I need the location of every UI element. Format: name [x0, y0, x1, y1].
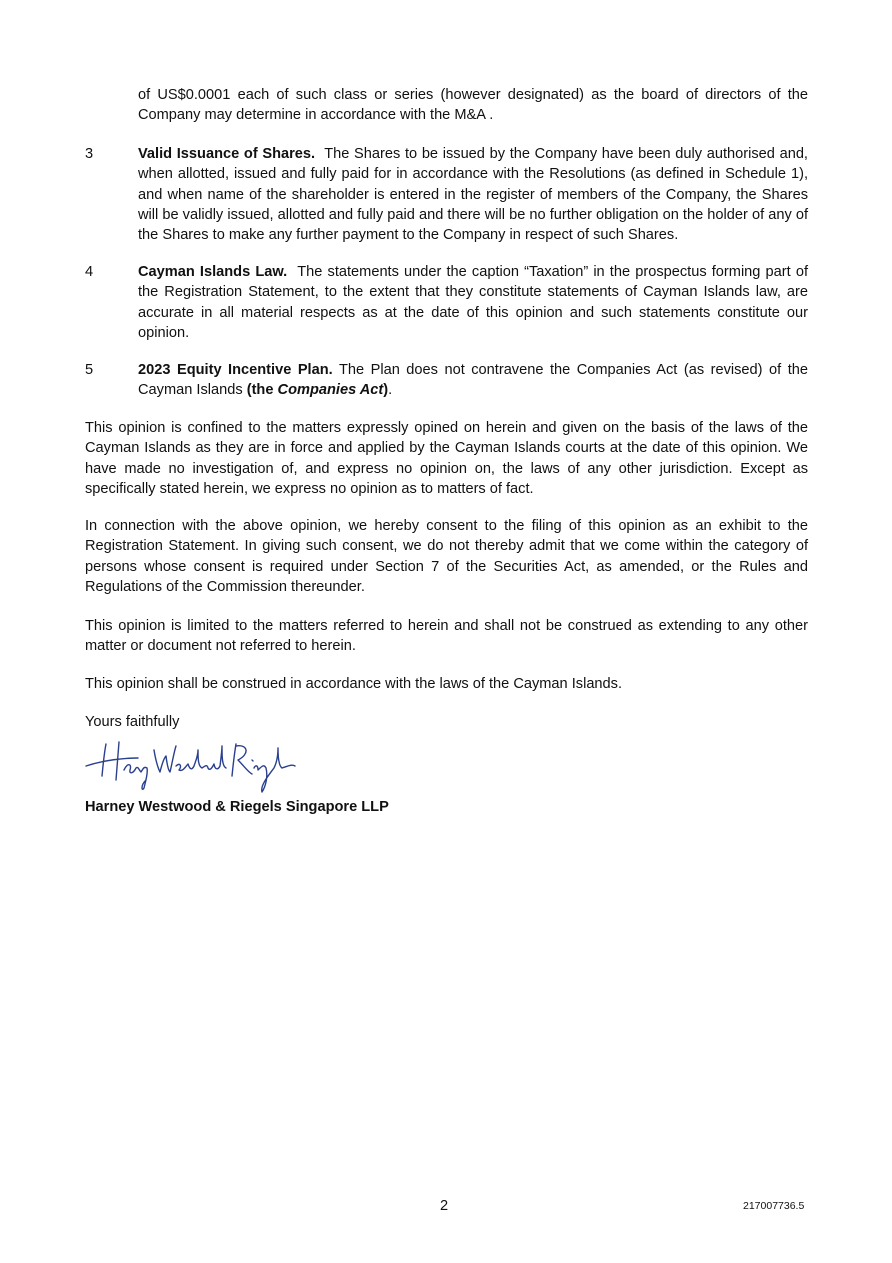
item-heading: 2023 Equity Incentive Plan.	[138, 362, 333, 378]
item-number: 3	[85, 146, 94, 162]
firm-name-text: Harney Westwood & Riegels Singapore LLP	[85, 799, 389, 815]
item-text: The Shares to be issued by the Company have been duly authorised and, when allotted, issued and fully paid for in accordance with the Resolutions (as defined in Schedule 1), and when name of the shareholder is entered in the register of members of the Company, the Shares will be validly issued, allotted and fully paid and there will be no further obligation on the holder of any of the Shares to make any further payment to the Company in respect of such Shares.	[138, 146, 808, 244]
signature-label: Harney Westwood Riegels	[84, 736, 96, 737]
item-2-continuation: of US$0.0001 each of such class or series (however designated) as the board of directors of the Company may determine in accordance with the M&A .	[138, 87, 808, 124]
paragraph-limitation: This opinion is limited to the matters referred to herein and shall not be construed as extending to any other matter or document not referred to herein.	[85, 618, 808, 655]
page-number: 2	[440, 1198, 449, 1214]
paragraph-governing-law: This opinion shall be construed in accordance with the laws of the Cayman Islands.	[85, 676, 623, 692]
item-equity-plan	[138, 360, 808, 401]
document-reference: 217007736.5	[743, 1200, 805, 1212]
firm-name	[85, 797, 389, 817]
item-text: The Plan does not contravene the Companies Act (as revised) of the Cayman Islands	[138, 362, 808, 399]
defined-term: Companies Act	[277, 382, 384, 399]
handwritten-signature	[84, 736, 296, 794]
paragraph-scope: This opinion is confined to the matters expressly opined on herein and given on the basis of the laws of the Cayman Islands as they are in force and applied by the Cayman Islands courts at the date of this opinion. We have made no investigation of, and express no opinion on, the laws of any other jurisdiction. Except as specifically stated herein, we express no opinion as to matters of fact.	[85, 420, 808, 497]
defined-term-open: (the	[246, 382, 274, 399]
paragraph-consent: In connection with the above opinion, we hereby consent to the filing of this opinion as an exhibit to the Registration Statement. In giving such consent, we do not thereby admit that we come within the category of persons whose consent is required under Section 7 of the Securities Act, as amended, or the Rules and Regulations of the Commission thereunder.	[85, 518, 808, 595]
item-number: 5	[85, 362, 94, 378]
salutation: Yours faithfully	[85, 714, 180, 730]
item-heading: Valid Issuance of Shares.	[138, 146, 316, 162]
defined-term-close: )	[383, 382, 389, 399]
item-text: The statements under the caption “Taxation” in the prospectus forming part of the Registration Statement, to the extent that they constitute statements of Cayman Islands law, are accurate in all material respects as at the date of this opinion and such statements constitute our opinion.	[138, 264, 808, 341]
item-valid-issuance	[138, 144, 808, 245]
item-heading: Cayman Islands Law.	[138, 264, 288, 280]
item-number: 4	[85, 264, 94, 280]
item-cayman-law	[138, 262, 808, 343]
item-end: .	[388, 382, 393, 399]
